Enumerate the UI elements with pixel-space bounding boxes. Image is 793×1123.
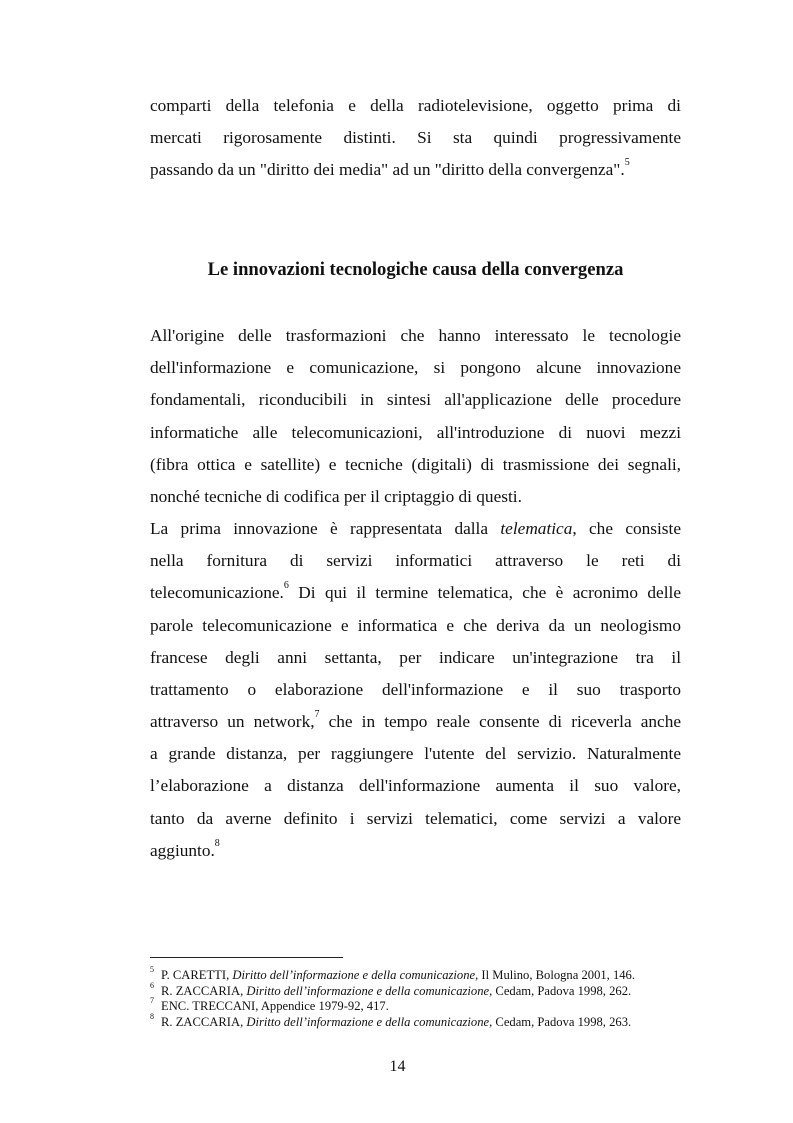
footnote-separator: [150, 957, 343, 958]
footnote-6: $^6$ R. ZACCARIA, Diritto dell’informazione e della comunicazione, Cedam, Padova 1998, 262.: [150, 980, 632, 998]
footnote-title: Diritto dell’informazione e della comunicazione: [246, 1015, 490, 1029]
paragraph2-line-5: francese degli anni settanta, per indicare un'integrazione tra il: [150, 648, 681, 667]
footnote-title: Diritto dell’informazione e della comunicazione: [246, 984, 490, 998]
paragraph2-line-1: [150, 518, 681, 540]
intro-line-2: mercati rigorosamente distinti. Si sta quindi progressivamente: [150, 128, 681, 147]
section-heading: Le innovazioni tecnologiche causa della convergenza: [207, 259, 624, 280]
intro-line-3-text: passando da un "diritto dei media" ad un "diritto della convergenza".: [150, 160, 625, 179]
paragraph2-line-7: [150, 711, 681, 733]
footnote-rest: , Cedam, Padova 1998, 262.: [489, 984, 632, 998]
paragraph2-line-3-start: telecomunicazione.: [150, 583, 284, 602]
footnote-7: $^7$ ENC. TRECCANI, Appendice 1979-92, 417.: [150, 995, 389, 1013]
footnote-8: $^8$ R. ZACCARIA, Diritto dell’informazione e della comunicazione, Cedam, Padova 1998, 263.: [150, 1011, 632, 1029]
telematica-term: telematica: [500, 519, 573, 538]
paragraph2-line-2: nella fornitura di servizi informatici attraverso le reti di: [150, 551, 681, 570]
paragraph2-line-6: trattamento o elaborazione dell'informazione e il suo trasporto: [150, 680, 681, 699]
paragraph2-line-9: l’elaborazione a distanza dell'informazione aumenta il suo valore,: [150, 776, 681, 795]
intro-line-3: [150, 159, 681, 181]
paragraph2-line-1-end: , che consiste: [572, 519, 682, 538]
paragraph2-line-3: [150, 582, 681, 604]
footnote-rest: , Il Mulino, Bologna 2001, 146.: [475, 968, 635, 982]
page-number: 14: [389, 1058, 406, 1075]
paragraph1-line-1: All'origine delle trasformazioni che hanno interessato le tecnologie: [150, 326, 681, 345]
paragraph2-line-1-start: La prima innovazione è rappresentata dalla: [150, 519, 501, 538]
footnote-ref-6[interactable]: 6: [283, 580, 289, 592]
footnote-ref-8[interactable]: 8: [214, 838, 220, 850]
footnote-author: ENC. TRECCANI, Appendice 1979-92, 417.: [161, 999, 389, 1013]
footnote-author: R. ZACCARIA,: [161, 1015, 247, 1029]
paragraph2-line-7-end: che in tempo reale consente di riceverla anche: [319, 712, 682, 731]
paragraph1-line-2: dell'informazione e comunicazione, si pongono alcune innovazione: [150, 358, 681, 377]
footnote-rest: , Cedam, Padova 1998, 263.: [489, 1015, 632, 1029]
paragraph1-line-3: fondamentali, riconducibili in sintesi all'applicazione delle procedure: [150, 390, 681, 409]
paragraph2-line-11-text: aggiunto.: [150, 841, 215, 860]
paragraph1-line-4: informatiche alle telecomunicazioni, all'introduzione di nuovi mezzi: [150, 423, 681, 442]
paragraph2-line-3-end: Di qui il termine telematica, che è acronimo delle: [288, 583, 681, 602]
footnote-ref-5[interactable]: 5: [624, 157, 630, 169]
paragraph2-line-7-start: attraverso un network,: [150, 712, 315, 731]
footnote-author: P. CARETTI,: [161, 968, 233, 982]
paragraph2-line-11: [150, 840, 681, 862]
paragraph2-line-10: tanto da averne definito i servizi telematici, come servizi a valore: [150, 809, 681, 828]
footnote-ref-7[interactable]: 7: [314, 709, 320, 721]
paragraph1-line-6: nonché tecniche di codifica per il criptaggio di questi.: [150, 487, 522, 506]
footnote-author: R. ZACCARIA,: [161, 984, 247, 998]
footnote-5: $^5$ P. CARETTI, Diritto dell’informazione e della comunicazione, Il Mulino, Bologna 2001, 146.: [150, 964, 635, 982]
footnote-title: Diritto dell’informazione e della comunicazione: [232, 968, 476, 982]
paragraph2-line-8: a grande distanza, per raggiungere l'utente del servizio. Naturalmente: [150, 744, 681, 763]
intro-line-1: comparti della telefonia e della radiotelevisione, oggetto prima di: [150, 96, 681, 115]
paragraph2-line-4: parole telecomunicazione e informatica e che deriva da un neologismo: [150, 616, 681, 635]
paragraph1-line-5: (fibra ottica e satellite) e tecniche (digitali) di trasmissione dei segnali,: [150, 455, 681, 474]
